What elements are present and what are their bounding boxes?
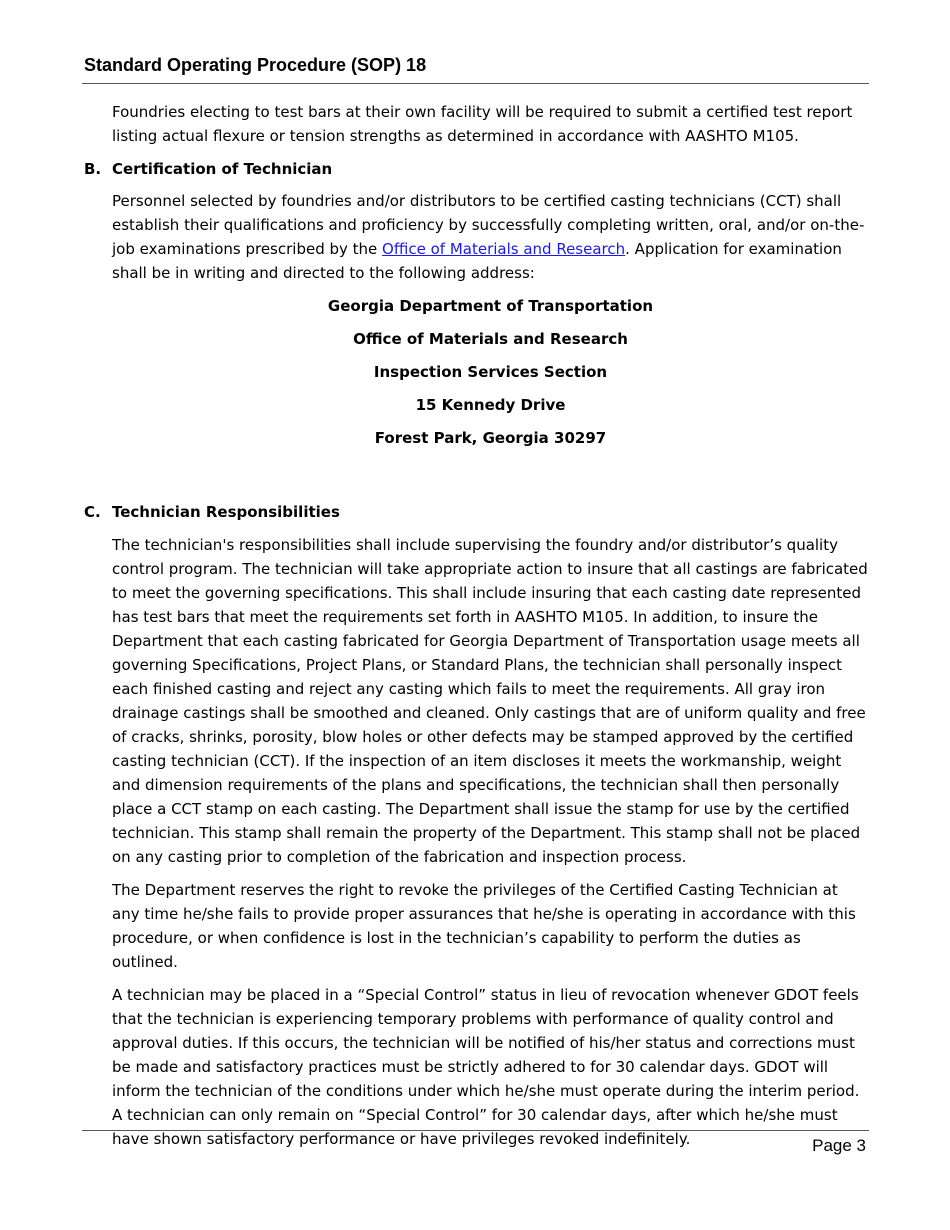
office-of-materials-link[interactable]: Office of Materials and Research	[382, 240, 626, 258]
intro-paragraph: Foundries electing to test bars at their own facility will be required to submit a certified test report listing actual flexure or tension strengths as determined in accordance with AASHTO M105.	[112, 103, 853, 145]
page-number: Page 3	[812, 1136, 866, 1155]
section-b-heading	[84, 157, 869, 181]
address-line-city: Forest Park, Georgia 30297	[374, 429, 607, 447]
footer-divider	[82, 1130, 869, 1131]
section-b-title: Certification of Technician	[112, 160, 333, 178]
address-line-org: Georgia Department of Transportation	[327, 297, 654, 315]
section-b-text-after-link: . Application for examination shall be in writing and directed to the following address:	[112, 240, 842, 282]
document-body	[84, 100, 869, 1151]
section-c-letter: C.	[84, 503, 101, 521]
section-c-paragraph-1: The technician's responsibilities shall include supervising the foundry and/or distributor’s quality control program. The technician will take appropriate action to insure that all castings are fabricated to meet the governing specifications. This shall include insuring that each casting date represented has test bars that meet the requirements set forth in AASHTO M105. In addition, to insure the Department that each casting fabricated for Georgia Department of Transportation usage meets all governing Specifications, Project Plans, or Standard Plans, the technician shall personally inspect each finished casting and reject any casting which fails to meet the requirements. All gray iron drainage castings shall be smoothed and cleaned. Only castings that are of uniform quality and free of cracks, shrinks, porosity, blow holes or other defects may be stamped approved by the certified casting technician (CCT). If the inspection of an item discloses it meets the workmanship, weight and dimension requirements of the plans and specifications, the technician shall then personally place a CCT stamp on each casting. The Department shall issue the stamp for use by the certified technician. This stamp shall remain the property of the Department. This stamp shall not be placed on any casting prior to completion of the fabrication and inspection process.	[112, 536, 868, 866]
section-c-heading	[84, 500, 869, 524]
address-line-section: Inspection Services Section	[373, 363, 608, 381]
page-header-title: Standard Operating Procedure (SOP) 18	[84, 55, 427, 75]
address-line-street: 15 Kennedy Drive	[415, 396, 566, 414]
section-b-text-before-link: Personnel selected by foundries and/or distributors to be certified casting technicians (CCT) shall establish their qualifications and proficiency by successfully completing written, oral, and/or on-the-job examinations prescribed by the	[112, 192, 865, 258]
section-c-paragraph-3: A technician may be placed in a “Special Control” status in lieu of revocation whenever GDOT feels that the technician is experiencing temporary problems with performance of quality control and approval duties. If this occurs, the technician will be notified of his/her status and corrections must be made and satisfactory practices must be strictly adhered to for 30 calendar days. GDOT will inform the technician of the conditions under which he/she must operate during the interim period. A technician can only remain on “Special Control” for 30 calendar days, after which he/she must have shown satisfactory performance or have privileges revoked indefinitely.	[112, 986, 860, 1148]
mailing-address	[84, 294, 869, 450]
section-b-paragraph	[84, 189, 869, 285]
section-c-paragraph-2: The Department reserves the right to revoke the privileges of the Certified Casting Technician at any time he/she fails to provide proper assurances that he/she is operating in accordance with this procedure, or when confidence is lost in the technician’s capability to perform the duties as outlined.	[112, 881, 856, 971]
address-line-office: Office of Materials and Research	[353, 330, 628, 348]
header-divider	[82, 83, 869, 84]
section-b-letter: B.	[84, 160, 102, 178]
section-c-title: Technician Responsibilities	[112, 503, 340, 521]
